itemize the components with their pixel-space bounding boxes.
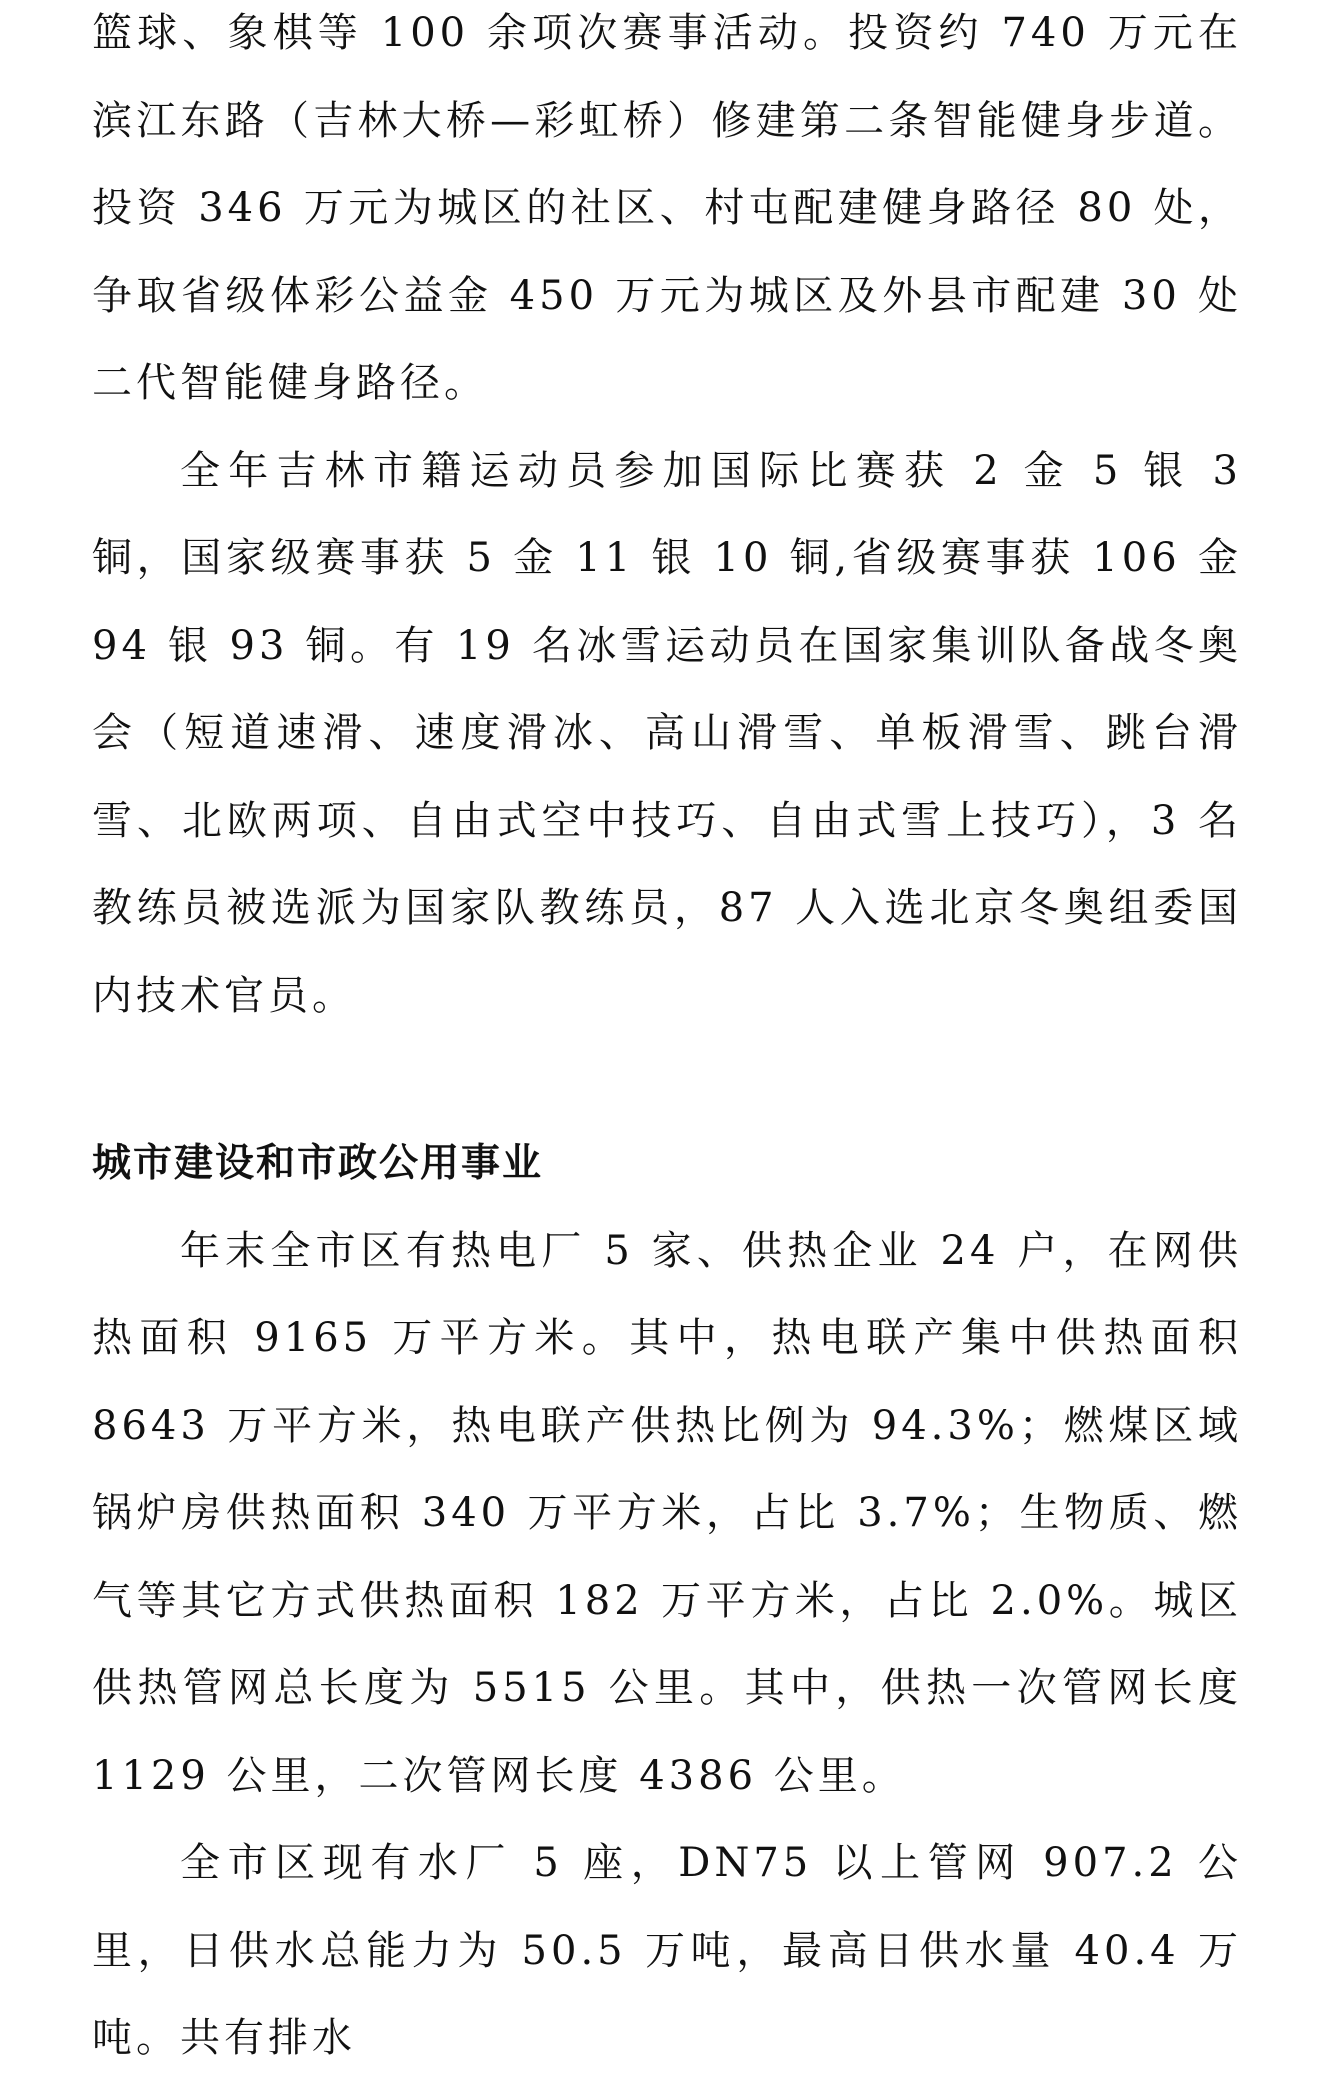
paragraph-sports-facilities: 篮球、象棋等 100 余项次赛事活动。投资约 740 万元在滨江东路（吉林大桥—彩虹桥）修建第二条智能健身步道。投资 346 万元为城区的社区、村屯配建健身路径 80 处，争取省级体彩公益金 450 万元为城区及外县市配建 30 处二代智能健身路径。 bbox=[92, 10, 1242, 406]
paragraph-heating: 年末全市区有热电厂 5 家、供热企业 24 户，在网供热面积 9165 万平方米。其中，热电联产集中供热面积 8643 万平方米，热电联产供热比例为 94.3%；燃煤区域锅炉房供热面积 340 万平方米，占比 3.7%；生物质、燃气等其它方式供热面积 182 万平方米，占比 2.0%。城区供热管网总长度为 5515 公里。其中，供热一次管网长度 1129 公里，二次管网长度 4386 公里。 bbox=[92, 1227, 1242, 1799]
section-heading: 城市建设和市政公用事业 bbox=[92, 1141, 544, 1186]
document-page bbox=[92, 0, 1242, 2083]
paragraph-athlete-medals: 全年吉林市籍运动员参加国际比赛获 2 金 5 银 3 铜，国家级赛事获 5 金 11 银 10 铜,省级赛事获 106 金 94 银 93 铜。有 19 名冰雪运动员在国家集训队备战冬奥会（短道速滑、速度滑冰、高山滑雪、单板滑雪、跳台滑雪、北欧两项、自由式空中技巧、自由式雪上技巧），3 名教练员被选派为国家队教练员，87 人入选北京冬奥组委国内技术官员。 bbox=[92, 447, 1242, 1019]
section-spacer bbox=[92, 1040, 1242, 1120]
paragraph-water-supply: 全市区现有水厂 5 座，DN75 以上管网 907.2 公里，日供水总能力为 50.5 万吨，最高日供水量 40.4 万吨。共有排水 bbox=[92, 1840, 1242, 2061]
